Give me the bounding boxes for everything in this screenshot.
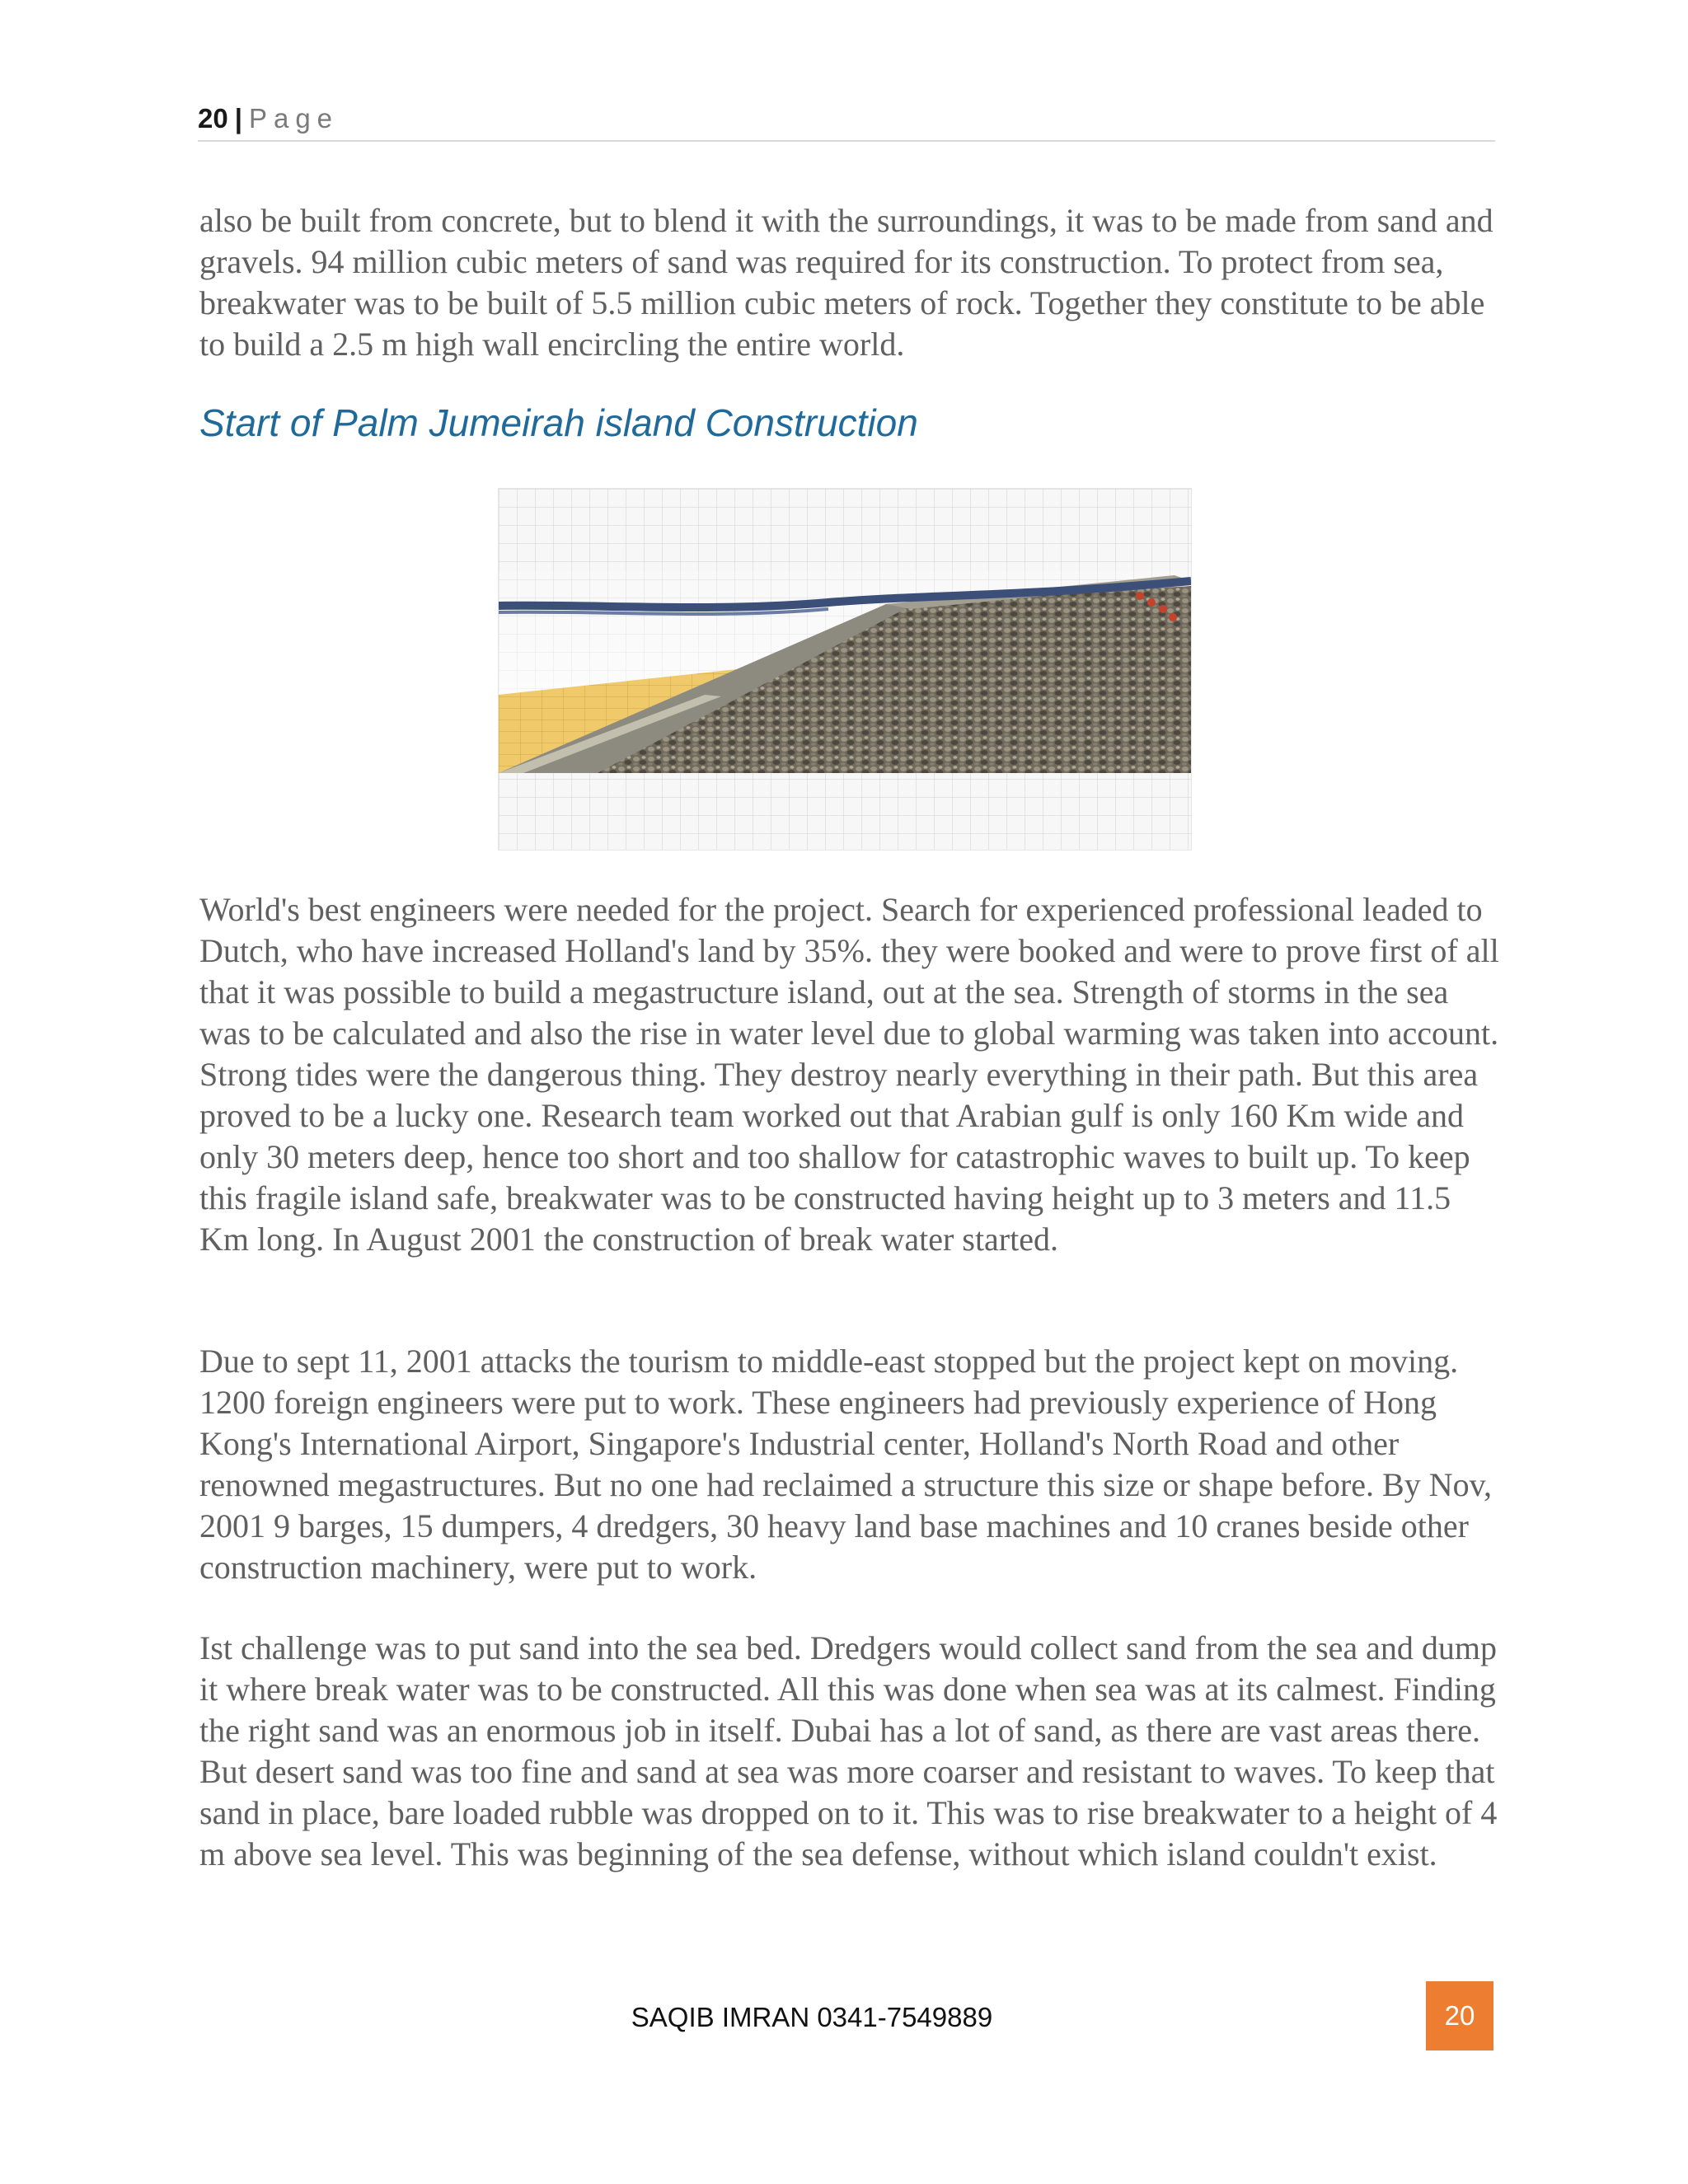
breakwater-cross-section-figure bbox=[498, 488, 1192, 851]
breakwater-illustration bbox=[499, 489, 1191, 850]
header-separator: | bbox=[234, 103, 242, 134]
footer-page-number-box: 20 bbox=[1426, 1981, 1493, 2050]
paragraph-first-challenge: Ist challenge was to put sand into the sea bed. Dredgers would collect sand from the sea and dump it where break water was to be constructed. All this was done when sea was at its calmest. Finding the right sand was an enormous job in itself. Dubai has a lot of sand, as there are vast areas there. But desert sand was too fine and sand at sea was more coarser and resistant to waves. To keep that sand in place, bare loaded rubble was dropped on to it. This was to rise breakwater to a height of 4 m above sea level. This was beginning of the sea defense, without which island couldn't exist. bbox=[199, 1629, 1498, 1872]
paragraph-sept-11: Due to sept 11, 2001 attacks the tourism to middle-east stopped but the project kept on moving. 1200 foreign engineers were put to work. These engineers had previously experience of Hong Kong's International Airport, Singapore's Industrial center, Holland's North Road and other renowned megastructures. But no one had reclaimed a structure this size or shape before. By Nov, 2001 9 barges, 15 dumpers, 4 dredgers, 30 heavy land base machines and 10 cranes beside other construction machinery, were put to work. bbox=[199, 1343, 1493, 1586]
page-footer bbox=[0, 1981, 1688, 2050]
paragraph-intro: also be built from concrete, but to blend it with the surroundings, it was to be made from sand and gravels. 94 million cubic meters of sand was required for its construction. To protect from sea, breakwater was to be built of 5.5 million cubic meters of rock. Together they constitute to be able to build a 2.5 m high wall encircling the entire world. bbox=[199, 202, 1493, 363]
paragraph-engineers: World's best engineers were needed for the project. Search for experienced professional leaded to Dutch, who have increased Holland's land by 35%. they were booked and were to prove first of all that it was possible to build a megastructure island, out at the sea. Strength of storms in the sea was to be calculated and also the rise in water level due to global warming was taken into account. Strong tides were the dangerous thing. They destroy nearly everything in their path. But this area proved to be a lucky one. Research team worked out that Arabian gulf is only 160 Km wide and only 30 meters deep, hence too short and too shallow for catastrophic waves to built up. To keep this fragile island safe, breakwater was to be constructed having height up to 3 meters and 11.5 Km long. In August 2001 the construction of break water started. bbox=[199, 891, 1499, 1258]
footer-author: SAQIB IMRAN 0341-7549889 bbox=[631, 2002, 993, 2032]
section-heading: Start of Palm Jumeirah island Construction bbox=[199, 401, 918, 444]
header-page-word: Page bbox=[248, 103, 340, 134]
header-page-number: 20 bbox=[198, 103, 228, 134]
page-header bbox=[198, 97, 1495, 142]
